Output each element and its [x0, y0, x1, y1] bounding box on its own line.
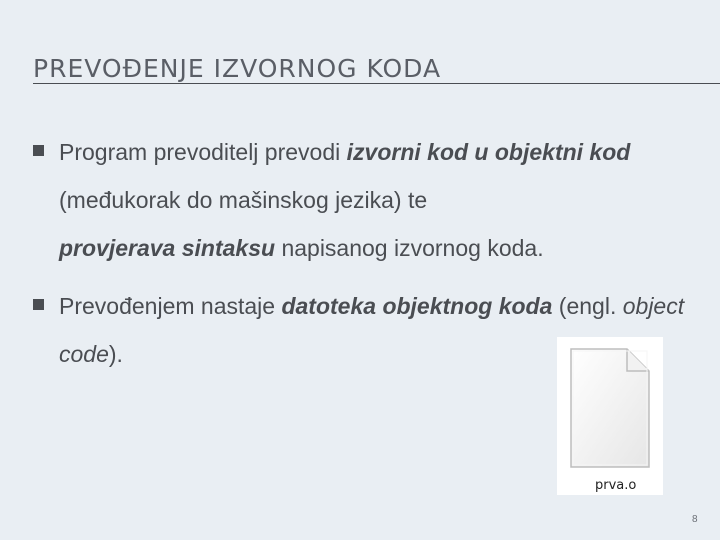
- file-name-label: prva.o: [595, 478, 637, 493]
- bullet-italic-term: object code: [59, 293, 685, 367]
- page-number: 8: [692, 514, 698, 525]
- title-underline: [33, 83, 720, 84]
- bullet-emphasis: provjerava sintaksu: [59, 235, 276, 261]
- bullet-text-segment: (međukorak do mašinskog jezika) te: [59, 187, 428, 213]
- bullet-emphasis: datoteka objektnog koda: [281, 293, 553, 319]
- object-file-illustration: [557, 337, 663, 495]
- slide-title: PREVOĐENJE IZVORNOG KODA: [33, 54, 442, 83]
- bullet-text-segment: Program prevoditelj prevodi: [59, 139, 347, 165]
- bullet-square-icon: [33, 145, 44, 156]
- bullet-item-compiler: [33, 128, 713, 272]
- bullet-text-segment: Prevođenjem nastaje: [59, 293, 282, 319]
- blank-file-icon: [567, 345, 653, 471]
- bullet-text-segment: (engl.: [552, 293, 623, 319]
- bullet-emphasis: izvorni kod u objektni kod: [346, 139, 631, 165]
- bullet-text-segment: ).: [108, 341, 123, 367]
- bullet-square-icon: [33, 299, 44, 310]
- bullet-text-segment: napisanog izvornog koda.: [275, 235, 544, 261]
